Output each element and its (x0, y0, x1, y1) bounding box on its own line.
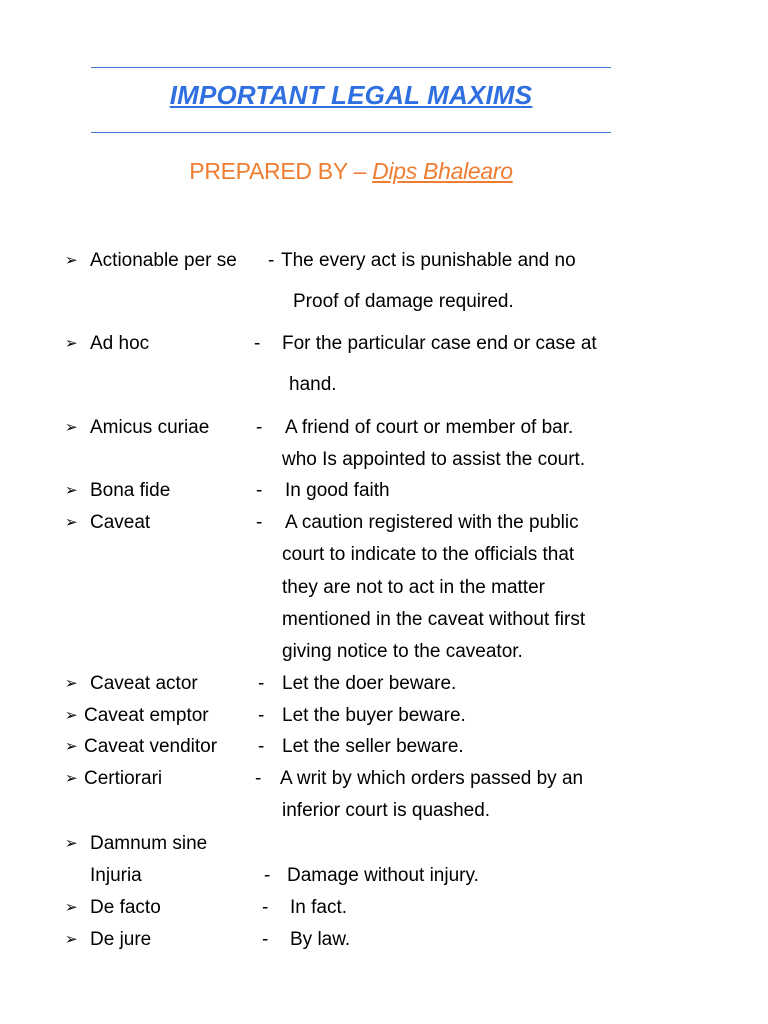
maxim-separator: - (258, 673, 265, 694)
maxim-definition: Proof of damage required. (293, 291, 514, 312)
maxim-separator: - (254, 333, 261, 354)
maxim-definition: Let the buyer beware. (282, 705, 466, 726)
maxim-definition: court to indicate to the officials that (282, 544, 575, 565)
maxim-definition: who Is appointed to assist the court. (282, 449, 586, 470)
arrowhead-bullet-icon: ➢ (65, 931, 78, 948)
maxim-separator: - (256, 480, 263, 501)
arrowhead-bullet-icon: ➢ (65, 419, 78, 436)
maxim-definition: In fact. (290, 897, 348, 918)
maxim-separator: - (256, 512, 263, 533)
document-title: IMPORTANT LEGAL MAXIMS (169, 80, 533, 110)
maxim-term: De facto (90, 897, 161, 918)
arrowhead-bullet-icon: ➢ (65, 514, 78, 531)
maxim-definition: A friend of court or member of bar. (285, 417, 574, 438)
maxim-term: Damnum sine (90, 833, 208, 854)
maxim-separator: - (256, 417, 263, 438)
maxim-term: De jure (90, 929, 152, 950)
maxim-term: Injuria (90, 865, 142, 886)
maxim-definition: mentioned in the caveat without first (282, 609, 586, 630)
arrowhead-bullet-icon: ➢ (65, 707, 78, 724)
maxim-definition: The every act is punishable and no (281, 250, 576, 271)
arrowhead-bullet-icon: ➢ (65, 335, 78, 352)
maxim-definition: In good faith (285, 480, 390, 501)
maxim-term: Caveat venditor (84, 736, 218, 757)
prepared-by-label: PREPARED BY – (189, 158, 373, 184)
maxim-definition: inferior court is quashed. (282, 800, 491, 821)
arrowhead-bullet-icon: ➢ (65, 835, 78, 852)
maxim-separator: - (268, 250, 275, 271)
maxim-term: Caveat (90, 512, 151, 533)
maxim-definition: they are not to act in the matter (282, 577, 545, 598)
maxim-separator: - (264, 865, 271, 886)
maxim-definition: A writ by which orders passed by an (280, 768, 584, 789)
maxim-separator: - (258, 705, 265, 726)
maxim-definition: Let the seller beware. (282, 736, 464, 757)
arrowhead-bullet-icon: ➢ (65, 482, 78, 499)
maxim-definition: giving notice to the caveator. (282, 641, 523, 662)
maxim-definition: A caution registered with the public (285, 512, 579, 533)
maxim-separator: - (258, 736, 265, 757)
author-name: Dips Bhalearo (372, 158, 513, 184)
maxim-term: Actionable per se (90, 250, 237, 271)
arrowhead-bullet-icon: ➢ (65, 899, 78, 916)
arrowhead-bullet-icon: ➢ (65, 675, 78, 692)
maxim-separator: - (262, 897, 269, 918)
maxim-definition: For the particular case end or case at (282, 333, 597, 354)
maxim-separator: - (255, 768, 262, 789)
maxim-term: Caveat actor (90, 673, 198, 694)
maxim-definition: By law. (290, 929, 351, 950)
maxim-term: Certiorari (84, 768, 163, 789)
arrowhead-bullet-icon: ➢ (65, 252, 78, 269)
maxim-term: Ad hoc (90, 333, 150, 354)
maxim-term: Amicus curiae (90, 417, 210, 438)
maxim-definition: Let the doer beware. (282, 673, 457, 694)
maxim-term: Bona fide (90, 480, 171, 501)
arrowhead-bullet-icon: ➢ (65, 770, 78, 787)
maxim-definition: hand. (289, 374, 337, 395)
arrowhead-bullet-icon: ➢ (65, 738, 78, 755)
maxim-definition: Damage without injury. (287, 865, 479, 886)
maxim-term: Caveat emptor (84, 705, 209, 726)
maxim-separator: - (262, 929, 269, 950)
